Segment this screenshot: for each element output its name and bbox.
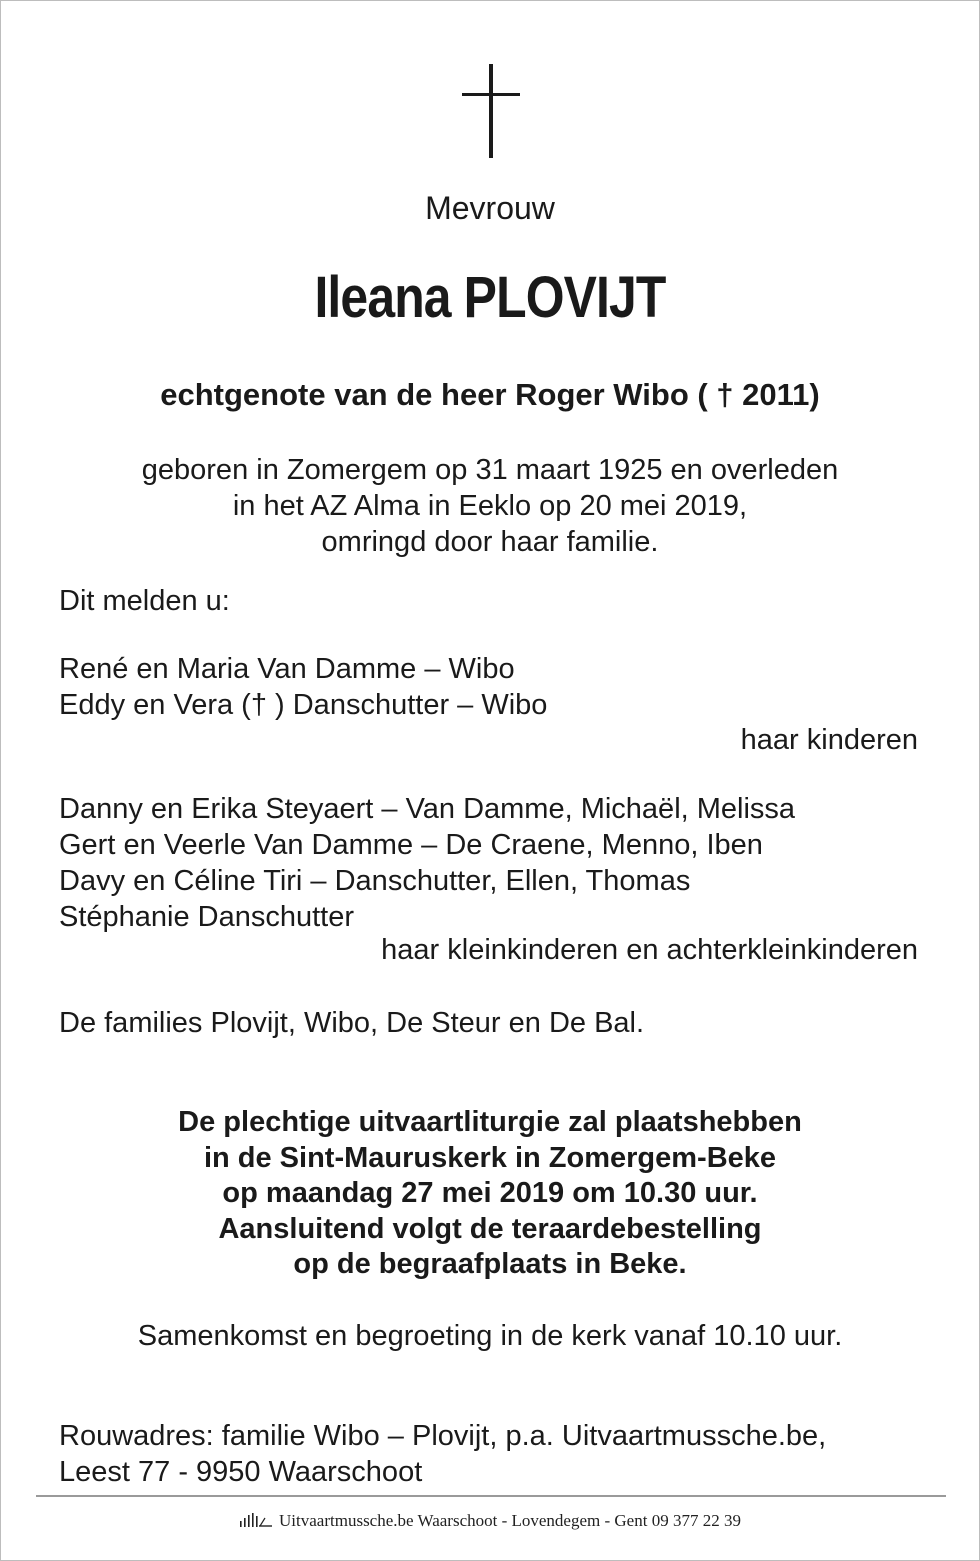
spouse-line: echtgenote van de heer Roger Wibo ( † 2011) [160, 377, 820, 412]
announcement-intro: Dit melden u: [59, 585, 230, 617]
liturgy-line: Aansluitend volgt de teraardebestelling [218, 1212, 762, 1245]
funeral-home-footer [0, 1509, 980, 1533]
liturgy-line: op de begraafplaats in Beke. [293, 1248, 687, 1280]
grandchild-entry: Stéphanie Danschutter [59, 901, 355, 933]
gathering-line: Samenkomst en begroeting in de kerk vanaf 10.10 uur. [137, 1320, 843, 1352]
child-entry: Eddy en Vera († ) Danschutter – Wibo [59, 689, 548, 721]
cross-icon [462, 64, 520, 158]
funeral-service-details [0, 1105, 980, 1283]
deceased-name: Ileana PLOVIJT [314, 265, 666, 330]
families-line: De families Plovijt, Wibo, De Steur en De Bal. [59, 1007, 645, 1039]
children-role-label: haar kinderen [740, 724, 918, 756]
grandchild-entry: Danny en Erika Steyaert – Van Damme, Michaël, Melissa [59, 793, 796, 825]
birth-death-details [0, 452, 980, 560]
grandchildren-role-label: haar kleinkinderen en achterkleinkinderen [381, 934, 918, 966]
liturgy-line: op maandag 27 mei 2019 om 10.30 uur. [222, 1177, 758, 1209]
liturgy-line: in de Sint-Mauruskerk in Zomergem-Beke [203, 1141, 777, 1174]
address-line: Leest 77 - 9950 Waarschoot [59, 1456, 423, 1488]
grandchild-entry: Gert en Veerle Van Damme – De Craene, Menno, Iben [59, 829, 763, 861]
child-entry: René en Maria Van Damme – Wibo [59, 653, 515, 685]
grandchildren-list [59, 791, 795, 935]
uitvaartmussche-logo-icon [239, 1512, 273, 1528]
birth-line: omringd door haar familie. [321, 526, 659, 558]
footer-divider [36, 1495, 946, 1497]
salutation: Mevrouw [425, 190, 555, 226]
mourning-address [59, 1418, 826, 1490]
children-list [59, 651, 547, 723]
address-line: Rouwadres: familie Wibo – Plovijt, p.a. Uitvaartmussche.be, [59, 1420, 827, 1452]
birth-line: geboren in Zomergem op 31 maart 1925 en overleden [141, 454, 839, 486]
grandchild-entry: Davy en Céline Tiri – Danschutter, Ellen, Thomas [59, 865, 691, 897]
footer-text: Uitvaartmussche.be Waarschoot - Lovendegem - Gent 09 377 22 39 [279, 1511, 741, 1530]
liturgy-line: De plechtige uitvaartliturgie zal plaatshebben [178, 1106, 802, 1138]
birth-line: in het AZ Alma in Eeklo op 20 mei 2019, [232, 490, 748, 522]
